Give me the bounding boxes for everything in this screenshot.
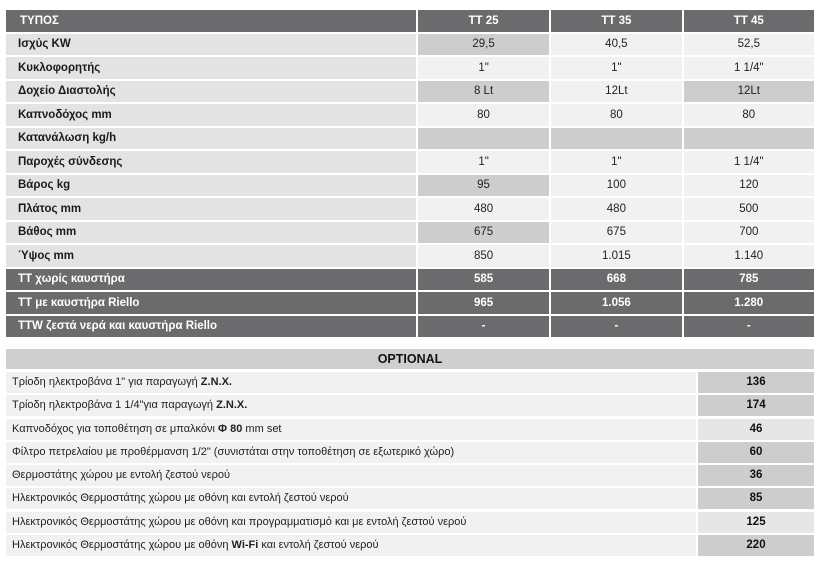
spec-value-cell: 1.015 — [551, 245, 683, 267]
price-value-cell: 585 — [418, 269, 551, 291]
spec-value-cell: 80 — [418, 104, 551, 126]
model-header-tt45: TT 45 — [684, 10, 814, 32]
spec-value-cell: 1 1/4" — [684, 151, 814, 173]
optional-item-price: 46 — [698, 419, 814, 440]
optional-item-price: 174 — [698, 395, 814, 416]
spec-value-cell: 675 — [418, 222, 551, 244]
price-value-cell: - — [551, 316, 683, 338]
optional-item-text: Τρίοδη ηλεκτροβάνα 1" για παραγωγή — [12, 376, 201, 388]
spec-row-label: Βάρος kg — [6, 175, 418, 197]
spec-value-cell: 12Lt — [551, 81, 683, 103]
spec-value-cell — [418, 128, 551, 150]
optional-item-price: 220 — [698, 535, 814, 556]
spec-header-row — [6, 10, 814, 32]
spec-value-cell: 480 — [551, 198, 683, 220]
price-row-label: TT χωρίς καυστήρα — [6, 269, 418, 291]
optional-item-bold-text: Z.N.X. — [216, 399, 248, 412]
optional-title: OPTIONAL — [6, 349, 814, 369]
price-row — [6, 269, 814, 291]
optional-item — [6, 512, 814, 533]
spec-value-cell: 100 — [551, 175, 683, 197]
price-value-cell: - — [418, 316, 551, 338]
optional-item — [6, 395, 814, 416]
optional-item-label — [6, 419, 696, 440]
optional-item-label — [6, 488, 696, 509]
spec-row-label: Ισχύς KW — [6, 34, 418, 56]
spec-table — [6, 8, 814, 339]
spec-value-cell: 40,5 — [551, 34, 683, 56]
optional-item-price: 125 — [698, 512, 814, 533]
type-header: ΤΥΠΟΣ — [6, 10, 418, 32]
optional-item-text: Καπνοδόχος για τοποθέτηση σε μπαλκόνι — [12, 422, 219, 435]
spec-row-label: Πλάτος mm — [6, 198, 418, 220]
spec-value-cell: 1" — [551, 57, 683, 79]
spec-row — [6, 57, 814, 79]
spec-row-label: Παροχές σύνδεσης — [6, 151, 418, 173]
optional-item — [6, 465, 814, 486]
spec-value-cell: 95 — [418, 175, 551, 197]
spec-row-label: Βάθος mm — [6, 222, 418, 244]
price-row-label: TT με καυστήρα Riello — [6, 292, 418, 314]
price-row — [6, 316, 814, 338]
optional-item-text: Ηλεκτρονικός Θερμοστάτης χώρου με οθόνη — [12, 539, 232, 552]
spec-value-cell: 1 1/4" — [684, 57, 814, 79]
optional-item-text: Θερμοστάτης χώρου με εντολή ζεστού νερού — [12, 469, 231, 482]
spec-value-cell: 120 — [684, 175, 814, 197]
spec-value-cell: 80 — [551, 104, 683, 126]
optional-item-text: Ηλεκτρονικός Θερμοστάτης χώρου με οθόνη και εντολή ζεστού νερού — [12, 492, 349, 505]
optional-item-bold-text: Φ 80 — [218, 422, 243, 435]
spec-value-cell: 1" — [418, 151, 551, 173]
price-value-cell: 1.056 — [551, 292, 683, 314]
spec-value-cell: 700 — [684, 222, 814, 244]
spec-value-cell: 1" — [551, 151, 683, 173]
spec-row — [6, 104, 814, 126]
optional-item-text: Τρίοδη ηλεκτροβάνα 1 1/4"για παραγωγή — [12, 399, 217, 412]
optional-item-text-after: και εντολή ζεστού νερού — [258, 539, 379, 552]
spec-row — [6, 34, 814, 56]
optional-list — [6, 372, 814, 558]
optional-item — [6, 372, 814, 393]
spec-value-cell: 29,5 — [418, 34, 551, 56]
spec-value-cell: 850 — [418, 245, 551, 267]
price-value-cell: 785 — [684, 269, 814, 291]
model-header-tt35: TT 35 — [551, 10, 683, 32]
optional-item-bold-text: Wi-Fi — [231, 539, 259, 552]
spec-row-label: Δοχείο Διαστολής — [6, 81, 418, 103]
spec-row-label: Καπνοδόχος mm — [6, 104, 418, 126]
optional-item-label — [6, 535, 696, 556]
optional-item-label — [6, 372, 696, 393]
optional-item — [6, 442, 814, 463]
spec-row — [6, 222, 814, 244]
spec-row — [6, 175, 814, 197]
model-header-tt25: TT 25 — [418, 10, 551, 32]
spec-value-cell: 675 — [551, 222, 683, 244]
spec-value-cell: 12Lt — [684, 81, 814, 103]
spec-row-label: Ύψος mm — [6, 245, 418, 267]
optional-item — [6, 535, 814, 556]
optional-item-label — [6, 442, 696, 463]
spec-value-cell: 1" — [418, 57, 551, 79]
spec-row — [6, 81, 814, 103]
price-value-cell: 965 — [418, 292, 551, 314]
optional-item-label — [6, 465, 696, 486]
optional-item-text: Φίλτρο πετρελαίου με προθέρμανση 1/2" (συνιστάται στην τοποθέτηση σε εξωτερικό χώρο) — [12, 445, 455, 458]
optional-item-price: 136 — [698, 372, 814, 393]
optional-item-price: 36 — [698, 465, 814, 486]
optional-item-text-after: mm set — [242, 422, 282, 435]
spec-value-cell: 80 — [684, 104, 814, 126]
spec-row — [6, 198, 814, 220]
spec-row-label: Κατανάλωση kg/h — [6, 128, 418, 150]
optional-item-price: 85 — [698, 488, 814, 509]
optional-item-label — [6, 512, 696, 533]
spec-row-label: Κυκλοφορητής — [6, 57, 418, 79]
spec-table-body — [6, 34, 814, 338]
price-value-cell: 1.280 — [684, 292, 814, 314]
spec-row — [6, 151, 814, 173]
spec-value-cell: 1.140 — [684, 245, 814, 267]
spec-value-cell: 500 — [684, 198, 814, 220]
spec-row — [6, 245, 814, 267]
price-value-cell: - — [684, 316, 814, 338]
spec-row — [6, 128, 814, 150]
spec-value-cell: 480 — [418, 198, 551, 220]
optional-item-bold-text: Z.N.X. — [200, 376, 232, 388]
optional-item-price: 60 — [698, 442, 814, 463]
price-row — [6, 292, 814, 314]
price-row-label: TTW ζεστά νερά και καυστήρα Riello — [6, 316, 418, 338]
optional-item-text: Ηλεκτρονικός Θερμοστάτης χώρου με οθόνη και προγραμματισμό και με εντολή ζεστού νερού — [12, 515, 467, 528]
spec-value-cell: 8 Lt — [418, 81, 551, 103]
spec-value-cell — [684, 128, 814, 150]
spec-value-cell: 52,5 — [684, 34, 814, 56]
price-value-cell: 668 — [551, 269, 683, 291]
optional-item — [6, 419, 814, 440]
spec-value-cell — [551, 128, 683, 150]
optional-item-label — [6, 395, 696, 416]
optional-item — [6, 488, 814, 509]
